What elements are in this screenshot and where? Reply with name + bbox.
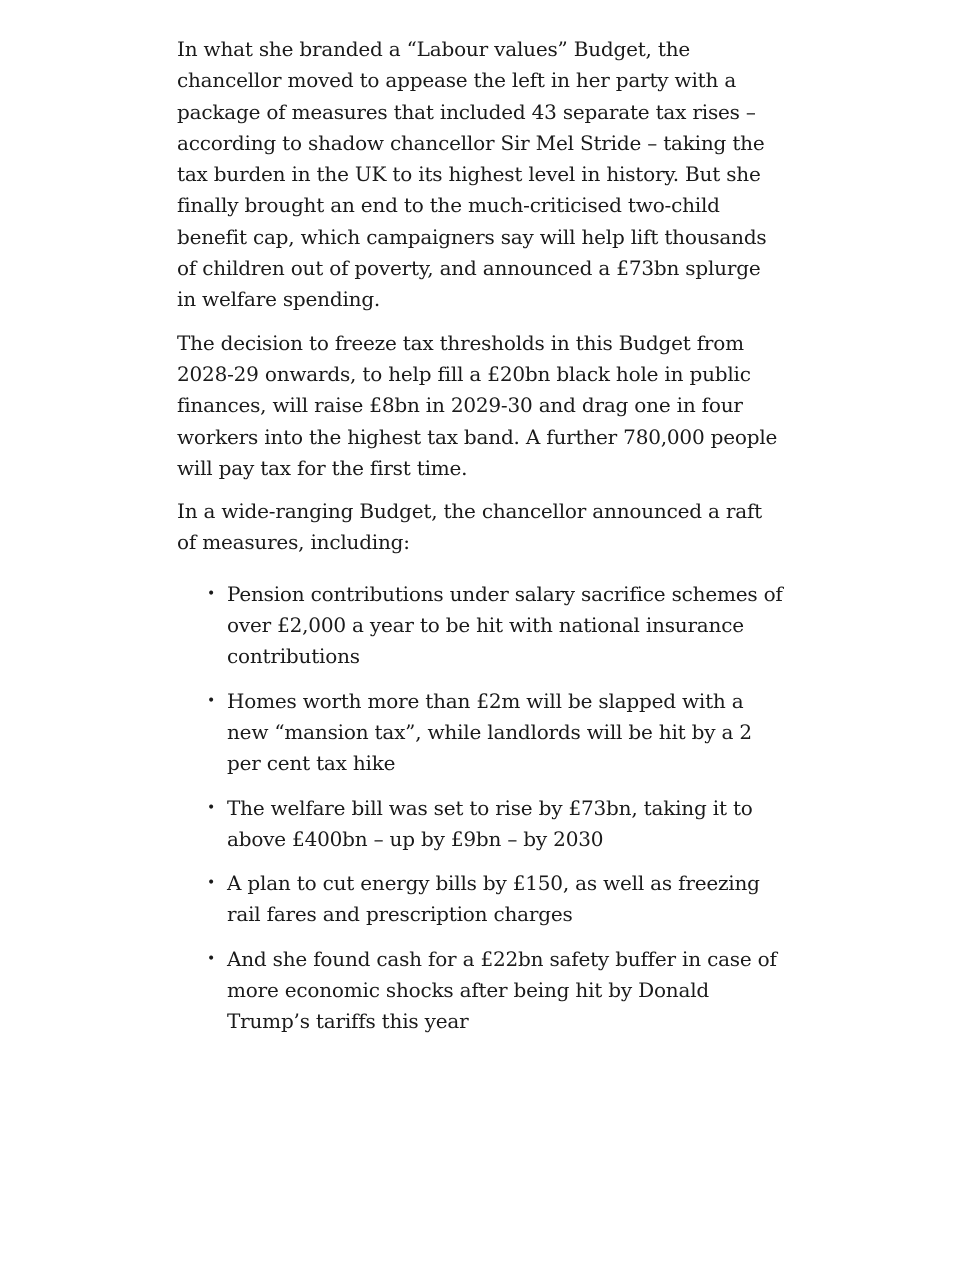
bullet-icon: •	[207, 799, 216, 816]
bullet-icon: •	[207, 585, 216, 602]
list-item-text: And she found cash for a £22bn safety buffer in case of more economic shocks after being hit by Donald Trump’s tariffs this year	[227, 946, 777, 1034]
list-item	[207, 868, 783, 931]
measures-list	[177, 579, 783, 1038]
bullet-icon: •	[207, 950, 216, 967]
list-item	[207, 579, 783, 673]
list-item-text: A plan to cut energy bills by £150, as well as freezing rail fares and prescription charges	[227, 871, 760, 927]
list-item-text: Pension contributions under salary sacrifice schemes of over £2,000 a year to be hit with national insurance contributions	[227, 581, 783, 669]
article-paragraph-3: In a wide-ranging Budget, the chancellor announced a raft of measures, including:	[177, 499, 762, 555]
list-item	[207, 944, 783, 1038]
bullet-icon: •	[207, 875, 216, 892]
bullet-icon: •	[207, 692, 216, 709]
list-item	[207, 793, 783, 856]
list-item-text: The welfare bill was set to rise by £73bn, taking it to above £400bn – up by £9bn – by 2030	[227, 795, 753, 851]
list-item	[207, 686, 783, 780]
list-item-text: Homes worth more than £2m will be slapped with a new “mansion tax”, while landlords will be hit by a 2 per cent tax hike	[227, 688, 752, 776]
article-body	[177, 34, 783, 1051]
article-paragraph-2: The decision to freeze tax thresholds in this Budget from 2028-29 onwards, to help fill a £20bn black hole in public finances, will raise £8bn in 2029-30 and drag one in four workers into the highest tax band. A further 780,000 people will pay tax for the first time.	[177, 330, 778, 480]
article-paragraph-1: In what she branded a “Labour values” Budget, the chancellor moved to appease the left in her party with a package of measures that included 43 separate tax rises – according to shadow chancellor Sir Mel Stride – taking the tax burden in the UK to its highest level in history. But she finally brought an end to the much-criticised two-child benefit cap, which campaigners say will help lift thousands of children out of poverty, and announced a £73bn splurge in welfare spending.	[177, 37, 767, 312]
